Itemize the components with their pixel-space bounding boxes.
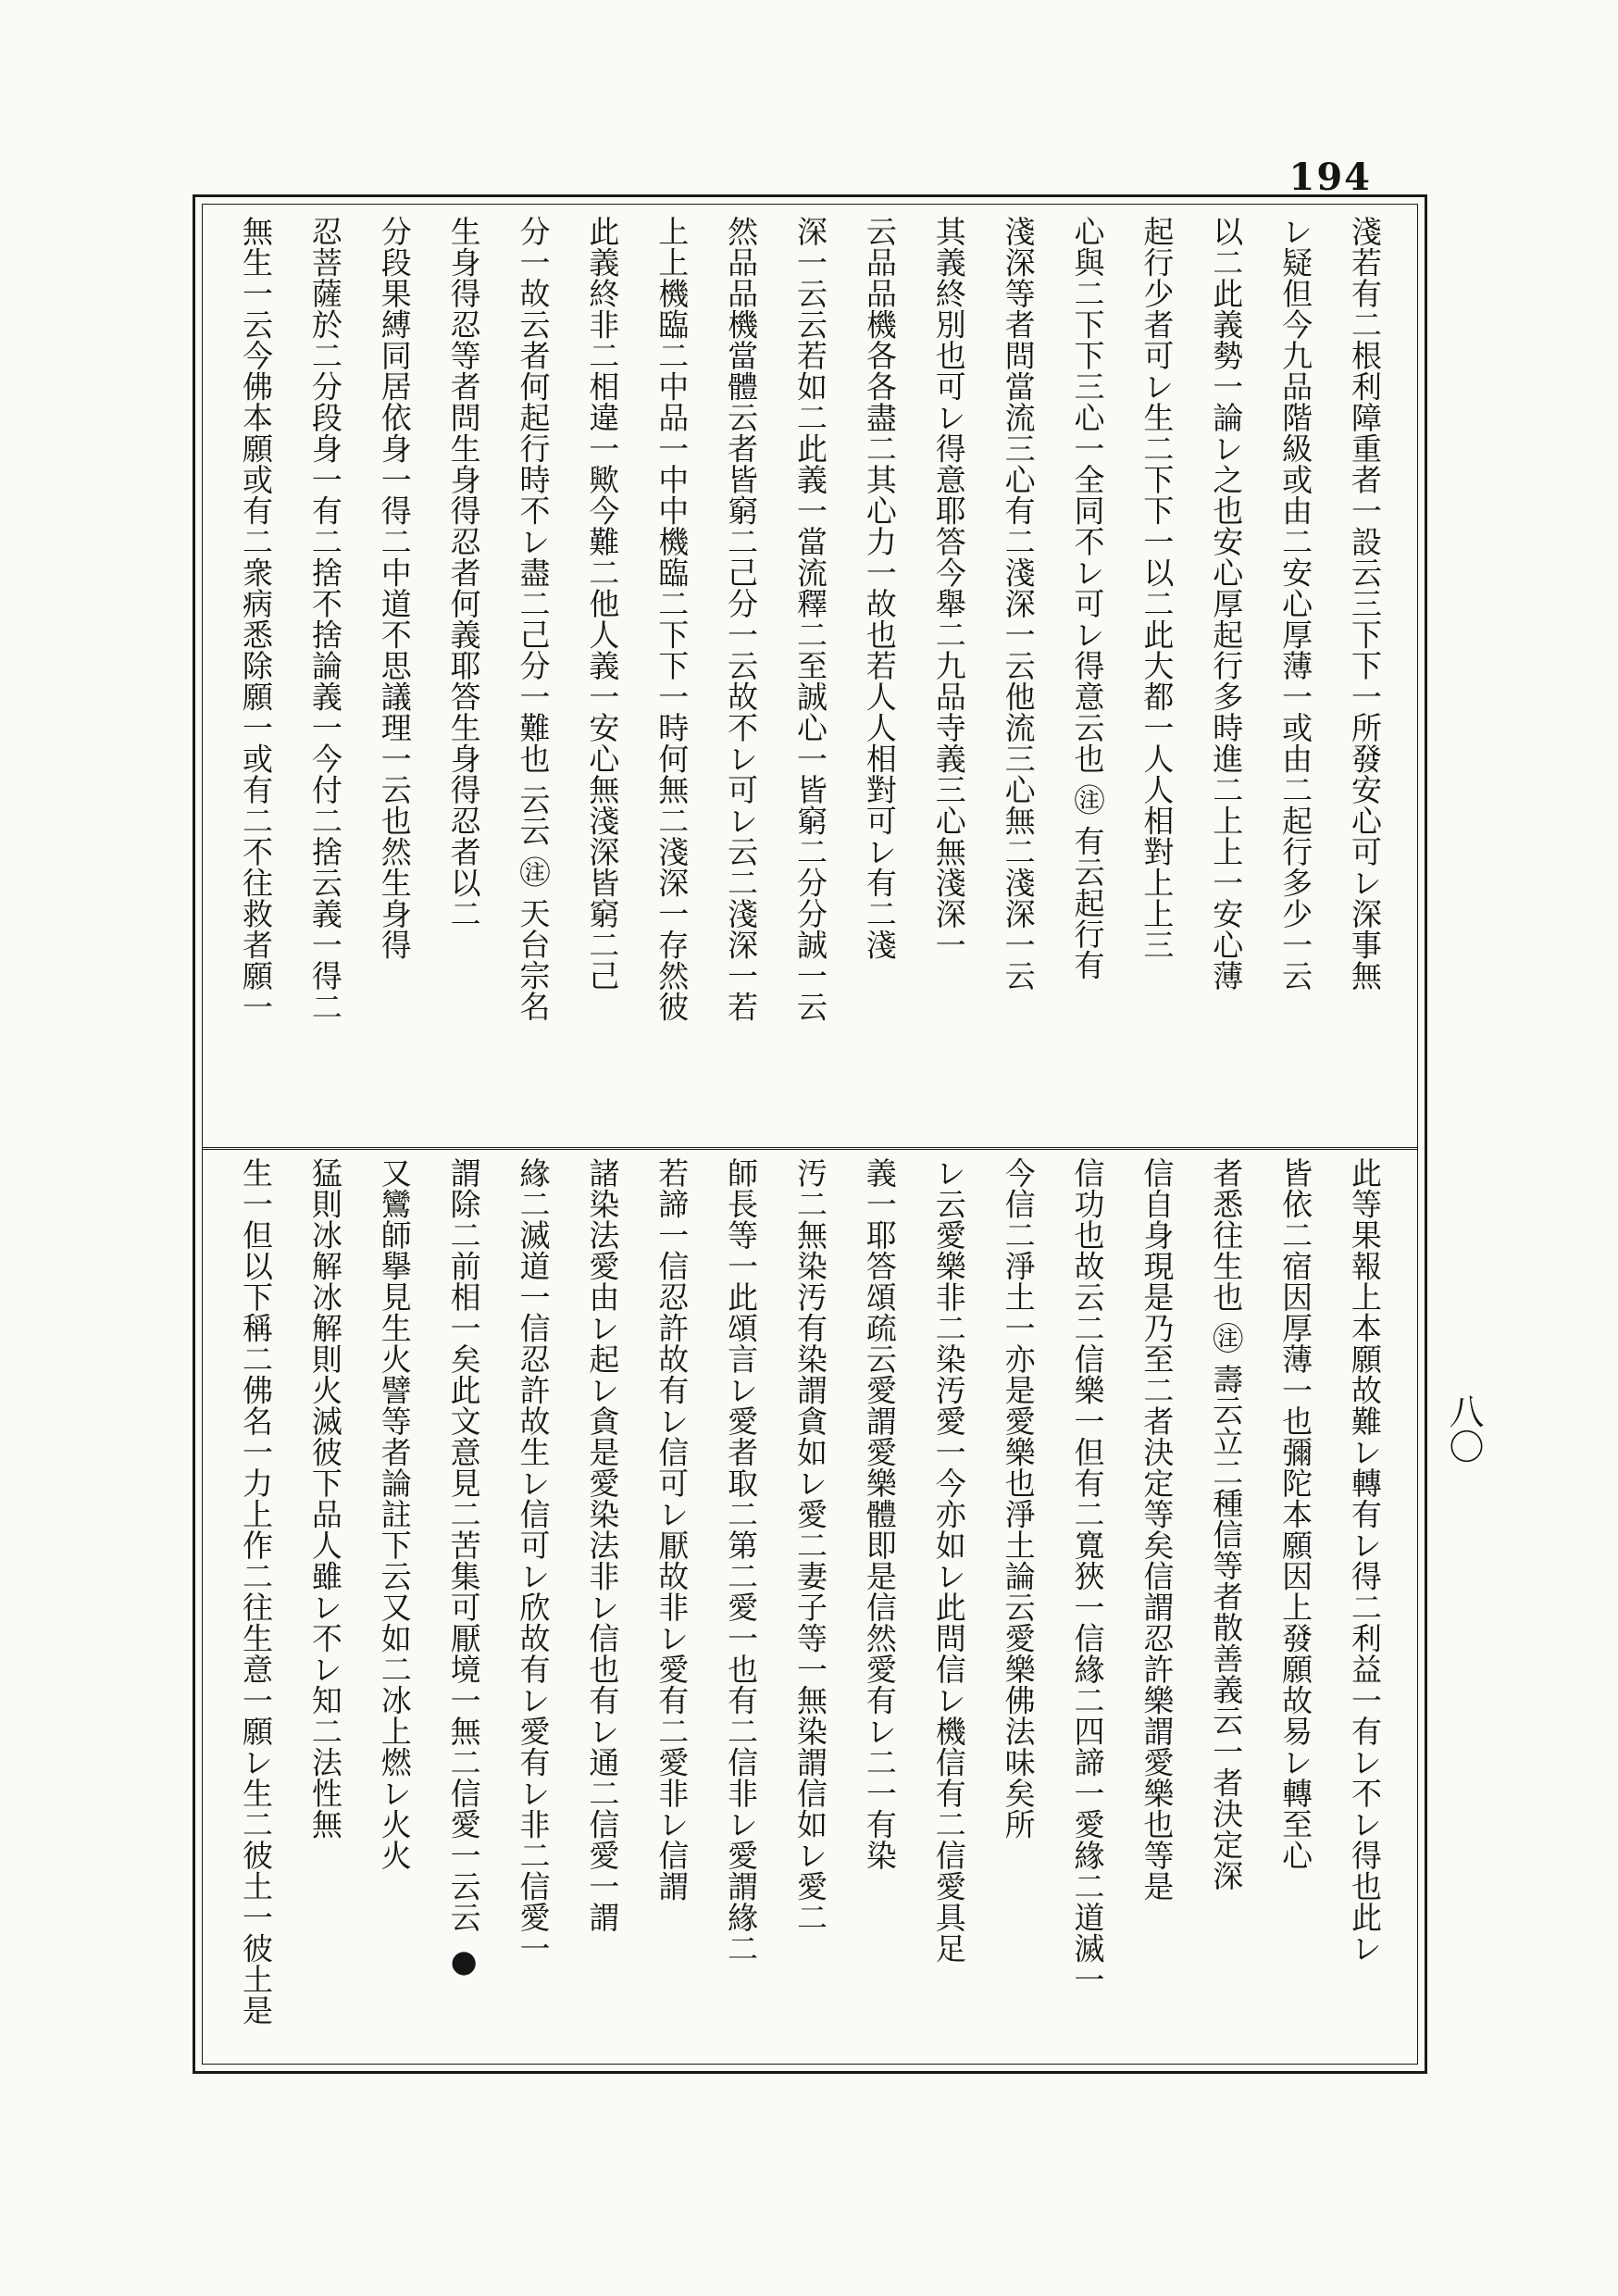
- text-column: 以二此義勢一論レ之也安心厚起行多時進二上上一安心薄: [1208, 216, 1245, 992]
- text-column: 信自身現是乃至二者決定等矣信謂忍許樂謂愛樂也等是: [1139, 1157, 1176, 1902]
- text-column: 義一耶答頌疏云愛謂愛樂體即是信然愛有レ二一有染: [861, 1157, 898, 1871]
- text-column: 信功也故云二信樂一但有二寬狹一信緣二四諦一愛緣二道滅一: [1069, 1157, 1106, 1995]
- text-column: 師長等一此頌言レ愛者取二第二愛一也有二信非レ愛謂緣二: [723, 1157, 760, 1964]
- text-column: 心與二下下三心一全同不レ可レ得意云也 ㊟ 有云起行有: [1069, 216, 1106, 980]
- text-column: 生一但以下稱二佛名一力上作二往生意一願レ生二彼土一彼土是: [238, 1157, 274, 2026]
- panel-divider: [203, 1147, 1417, 1150]
- text-column: 又鸞師擧見生火譬等者論註下云又如二冰上燃レ火火: [376, 1157, 413, 1871]
- lower-columns: [214, 1157, 1406, 2059]
- text-column: 云品品機各各盡二其心力一故也若人人相對可レ有二淺: [861, 216, 898, 960]
- text-column: 然品品機當體云者皆窮二己分一云故不レ可レ云二淺深一若: [723, 216, 760, 1022]
- text-frame: [193, 194, 1427, 2074]
- text-column: 若諦一信忍許故有レ信可レ厭故非レ愛有二愛非レ信謂: [653, 1157, 691, 1902]
- inner-border: [202, 204, 1418, 2065]
- text-column: レ疑但今九品階級或由二安心厚薄一或由二起行多少一云: [1277, 216, 1314, 992]
- upper-text-panel: [214, 216, 1406, 1144]
- text-column: 其義終別也可レ得意耶答今舉二九品寺義三心無淺深一: [930, 216, 967, 960]
- text-column: 起行少者可レ生二下下一以二此大都一人人相對上上三: [1139, 216, 1176, 960]
- text-column: 無生一云今佛本願或有二衆病悉除願一或有二不往救者願一: [238, 216, 274, 1022]
- margin-page-number: 八〇: [1443, 1393, 1484, 1464]
- text-column: 上上機臨二中品一中中機臨二下下一時何無二淺深一存然彼: [653, 216, 691, 1022]
- text-column: 此等果報上本願故難レ轉有レ得二利益一有レ不レ得也此レ: [1347, 1157, 1383, 1964]
- text-column: 此義終非二相違一歟今難二他人義一安心無淺深皆窮二己: [584, 216, 621, 992]
- text-column: 忍菩薩於二分段身一有二捨不捨論義一今付二捨云義一得二: [306, 216, 343, 1022]
- page-number: 194: [1288, 156, 1372, 199]
- text-column: 者悉往生也 ㊟ 壽云立二種信等者散善義云一者決定深: [1208, 1157, 1245, 1891]
- text-column: 謂除二前相一矣此文意見二苦集可厭境一無二信愛一云云 ●: [445, 1157, 482, 1979]
- text-column: 淺若有二根利障重者一設云三下下一所發安心可レ深事無: [1347, 216, 1383, 992]
- text-column: 分一故云者何起行時不レ盡二己分一難也 云云 ㊟ 天台宗名: [515, 216, 552, 1022]
- text-column: 深一云云若如二此義一當流釋二至誠心一皆窮二分分誠一云: [792, 216, 828, 1022]
- text-column: 生身得忍等者問生身得忍者何義耶答生身得忍者以二: [445, 216, 482, 930]
- text-column: 汚二無染汚有染謂貪如レ愛二妻子等一無染謂信如レ愛二: [792, 1157, 828, 1933]
- text-column: 淺深等者問當流三心有二淺深一云他流三心無二淺深一云: [1000, 216, 1037, 992]
- text-column: レ云愛樂非二染汚愛一今亦如レ此問信レ機信有二信愛具足: [930, 1157, 967, 1964]
- text-column: 諸染法愛由レ起レ貪是愛染法非レ信也有レ通二信愛一謂: [584, 1157, 621, 1933]
- lower-text-panel: [214, 1157, 1406, 2059]
- text-column: 緣二滅道一信忍許故生レ信可レ欣故有レ愛有レ非二信愛一: [515, 1157, 552, 1964]
- text-column: 猛則冰解冰解則火滅彼下品人雖レ不レ知二法性無: [306, 1157, 343, 1840]
- text-column: 分段果縛同居依身一得二中道不思議理一云也然生身得: [376, 216, 413, 960]
- text-column: 皆依二宿因厚薄一也彌陀本願因上發願故易レ轉至心: [1277, 1157, 1314, 1871]
- upper-columns: [214, 216, 1406, 1144]
- text-column: 今信二淨土一亦是愛樂也淨土論云愛樂佛法味矣所: [1000, 1157, 1037, 1840]
